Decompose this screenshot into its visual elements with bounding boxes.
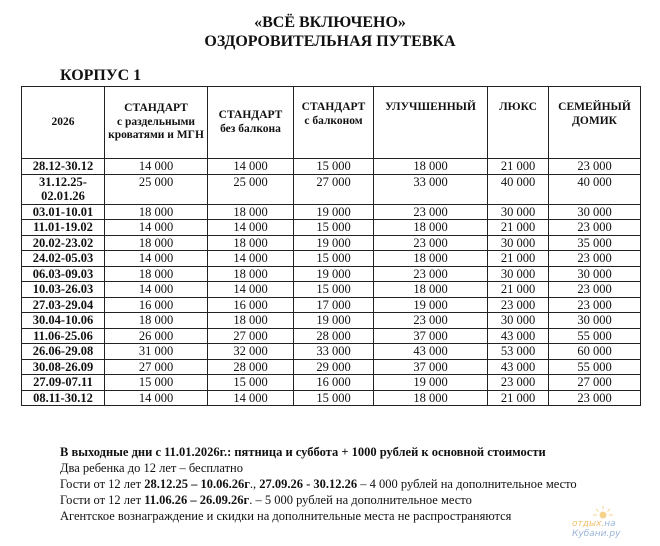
- table-row: [22, 159, 641, 175]
- price-cell: 14 000: [208, 251, 294, 267]
- column-header-lux: ЛЮКС: [488, 87, 549, 159]
- price-cell: 15 000: [294, 251, 374, 267]
- table-row: [22, 297, 641, 313]
- price-cell: 43 000: [374, 344, 488, 360]
- table-row: [22, 282, 641, 298]
- price-cell: 18 000: [208, 235, 294, 251]
- price-cell: 18 000: [105, 235, 208, 251]
- note-weekend: В выходные дни с 11.01.2026г.: пятница и суббота + 1000 рублей к основной стоимости: [60, 445, 546, 459]
- table-row: [22, 235, 641, 251]
- note-agent: Агентское вознаграждение и скидки на дополнительные места не распространяются: [60, 509, 512, 523]
- table-row: [22, 266, 641, 282]
- price-cell: 40 000: [549, 174, 641, 204]
- price-cell: 30 000: [488, 266, 549, 282]
- price-cell: 55 000: [549, 328, 641, 344]
- price-cell: 14 000: [208, 220, 294, 236]
- price-cell: 18 000: [374, 220, 488, 236]
- price-cell: 23 000: [549, 159, 641, 175]
- price-cell: 32 000: [208, 344, 294, 360]
- column-header-improved: УЛУЧШЕННЫЙ: [374, 87, 488, 159]
- price-cell: 19 000: [294, 313, 374, 329]
- period-cell: 08.11-30.12: [22, 390, 105, 406]
- price-cell: 35 000: [549, 235, 641, 251]
- price-cell: 23 000: [549, 390, 641, 406]
- price-cell: 23 000: [549, 220, 641, 236]
- price-cell: 21 000: [488, 282, 549, 298]
- price-cell: 30 000: [549, 204, 641, 220]
- price-cell: 43 000: [488, 359, 549, 375]
- price-cell: 16 000: [208, 297, 294, 313]
- price-cell: 18 000: [105, 313, 208, 329]
- title-all-inclusive: «ВСЁ ВКЛЮЧЕНО»: [254, 14, 406, 31]
- price-cell: 30 000: [549, 266, 641, 282]
- period-cell: 11.06-25.06: [22, 328, 105, 344]
- price-cell: 30 000: [488, 235, 549, 251]
- price-cell: 23 000: [374, 313, 488, 329]
- note-guests-extra-bed-2: Гости от 12 лет 11.06.26 – 26.09.26г. – 5 000 рублей на дополнительное место: [60, 493, 472, 507]
- table-row: [22, 313, 641, 329]
- price-cell: 23 000: [374, 266, 488, 282]
- price-cell: 19 000: [294, 235, 374, 251]
- price-cell: 15 000: [294, 159, 374, 175]
- price-cell: 43 000: [488, 328, 549, 344]
- price-cell: 21 000: [488, 251, 549, 267]
- price-cell: 23 000: [549, 297, 641, 313]
- price-cell: 18 000: [208, 266, 294, 282]
- price-cell: 16 000: [105, 297, 208, 313]
- table-row: [22, 220, 641, 236]
- price-cell: 14 000: [105, 282, 208, 298]
- price-cell: 14 000: [105, 251, 208, 267]
- price-cell: 60 000: [549, 344, 641, 360]
- price-cell: 19 000: [294, 266, 374, 282]
- table-row: [22, 344, 641, 360]
- price-cell: 18 000: [374, 251, 488, 267]
- price-cell: 30 000: [488, 204, 549, 220]
- price-cell: 21 000: [488, 220, 549, 236]
- price-cell: 17 000: [294, 297, 374, 313]
- price-cell: 18 000: [208, 313, 294, 329]
- price-cell: 14 000: [105, 220, 208, 236]
- column-header-standard-no-balcony: СТАНДАРТ без балкона: [208, 87, 294, 159]
- price-cell: 21 000: [488, 159, 549, 175]
- price-cell: 53 000: [488, 344, 549, 360]
- period-cell: 10.03-26.03: [22, 282, 105, 298]
- period-cell: 30.04-10.06: [22, 313, 105, 329]
- price-cell: 15 000: [294, 282, 374, 298]
- price-cell: 33 000: [374, 174, 488, 204]
- period-cell: 20.02-23.02: [22, 235, 105, 251]
- note-guests-extra-bed-1: Гости от 12 лет 28.12.25 – 10.06.26г., 27.09.26 - 30.12.26 – 4 000 рублей на дополнительное место: [60, 477, 577, 491]
- price-cell: 25 000: [105, 174, 208, 204]
- period-cell: 06.03-09.03: [22, 266, 105, 282]
- column-header-family-house: СЕМЕЙНЫЙ ДОМИК: [549, 87, 641, 159]
- note-children: Два ребенка до 12 лет – бесплатно: [60, 461, 243, 475]
- period-cell: 03.01-10.01: [22, 204, 105, 220]
- title-health-voucher: ОЗДОРОВИТЕЛЬНАЯ ПУТЕВКА: [204, 33, 456, 50]
- price-cell: 23 000: [549, 251, 641, 267]
- table-row: [22, 328, 641, 344]
- price-cell: 14 000: [208, 282, 294, 298]
- price-cell: 23 000: [549, 282, 641, 298]
- price-cell: 14 000: [105, 390, 208, 406]
- table-row: [22, 204, 641, 220]
- price-cell: 18 000: [374, 282, 488, 298]
- period-cell: 31.12.25-02.01.26: [22, 174, 105, 204]
- period-cell: 27.03-29.04: [22, 297, 105, 313]
- price-cell: 29 000: [294, 359, 374, 375]
- price-cell: 25 000: [208, 174, 294, 204]
- period-cell: 28.12-30.12: [22, 159, 105, 175]
- price-cell: 27 000: [208, 328, 294, 344]
- column-header-standard-separate-beds: СТАНДАРТ с раздельными кроватями и МГН: [105, 87, 208, 159]
- period-cell: 24.02-05.03: [22, 251, 105, 267]
- price-cell: 19 000: [374, 375, 488, 391]
- column-header-year: 2026: [22, 87, 105, 159]
- price-cell: 18 000: [374, 159, 488, 175]
- price-cell: 19 000: [374, 297, 488, 313]
- price-cell: 27 000: [105, 359, 208, 375]
- watermark: отдых.на Кубани.ру: [572, 519, 621, 539]
- price-cell: 14 000: [208, 390, 294, 406]
- period-cell: 26.06-29.08: [22, 344, 105, 360]
- price-cell: 18 000: [374, 390, 488, 406]
- price-cell: 16 000: [294, 375, 374, 391]
- price-cell: 28 000: [294, 328, 374, 344]
- price-cell: 37 000: [374, 359, 488, 375]
- price-cell: 18 000: [105, 204, 208, 220]
- table-row: [22, 375, 641, 391]
- price-cell: 33 000: [294, 344, 374, 360]
- price-cell: 14 000: [208, 159, 294, 175]
- period-cell: 30.08-26.09: [22, 359, 105, 375]
- table-row: [22, 174, 641, 204]
- notes-block: [60, 444, 577, 524]
- price-cell: 27 000: [549, 375, 641, 391]
- price-cell: 37 000: [374, 328, 488, 344]
- price-cell: 18 000: [208, 204, 294, 220]
- table-row: [22, 390, 641, 406]
- table-row: [22, 251, 641, 267]
- price-cell: 14 000: [105, 159, 208, 175]
- price-table: [21, 86, 641, 406]
- price-cell: 27 000: [294, 174, 374, 204]
- period-cell: 11.01-19.02: [22, 220, 105, 236]
- price-cell: 40 000: [488, 174, 549, 204]
- price-cell: 15 000: [208, 375, 294, 391]
- price-cell: 15 000: [294, 390, 374, 406]
- price-cell: 28 000: [208, 359, 294, 375]
- price-cell: 55 000: [549, 359, 641, 375]
- period-cell: 27.09-07.11: [22, 375, 105, 391]
- price-cell: 30 000: [549, 313, 641, 329]
- price-cell: 23 000: [374, 235, 488, 251]
- price-cell: 26 000: [105, 328, 208, 344]
- price-cell: 30 000: [488, 313, 549, 329]
- column-header-standard-balcony: СТАНДАРТ с балконом: [294, 87, 374, 159]
- price-cell: 31 000: [105, 344, 208, 360]
- price-cell: 23 000: [488, 375, 549, 391]
- table-row: [22, 359, 641, 375]
- price-cell: 15 000: [294, 220, 374, 236]
- section-title: КОРПУС 1: [60, 67, 142, 84]
- price-cell: 23 000: [374, 204, 488, 220]
- table-header-row: [22, 87, 641, 159]
- sun-logo-icon: [592, 505, 614, 519]
- price-cell: 19 000: [294, 204, 374, 220]
- price-cell: 23 000: [488, 297, 549, 313]
- price-cell: 18 000: [105, 266, 208, 282]
- price-cell: 15 000: [105, 375, 208, 391]
- price-cell: 21 000: [488, 390, 549, 406]
